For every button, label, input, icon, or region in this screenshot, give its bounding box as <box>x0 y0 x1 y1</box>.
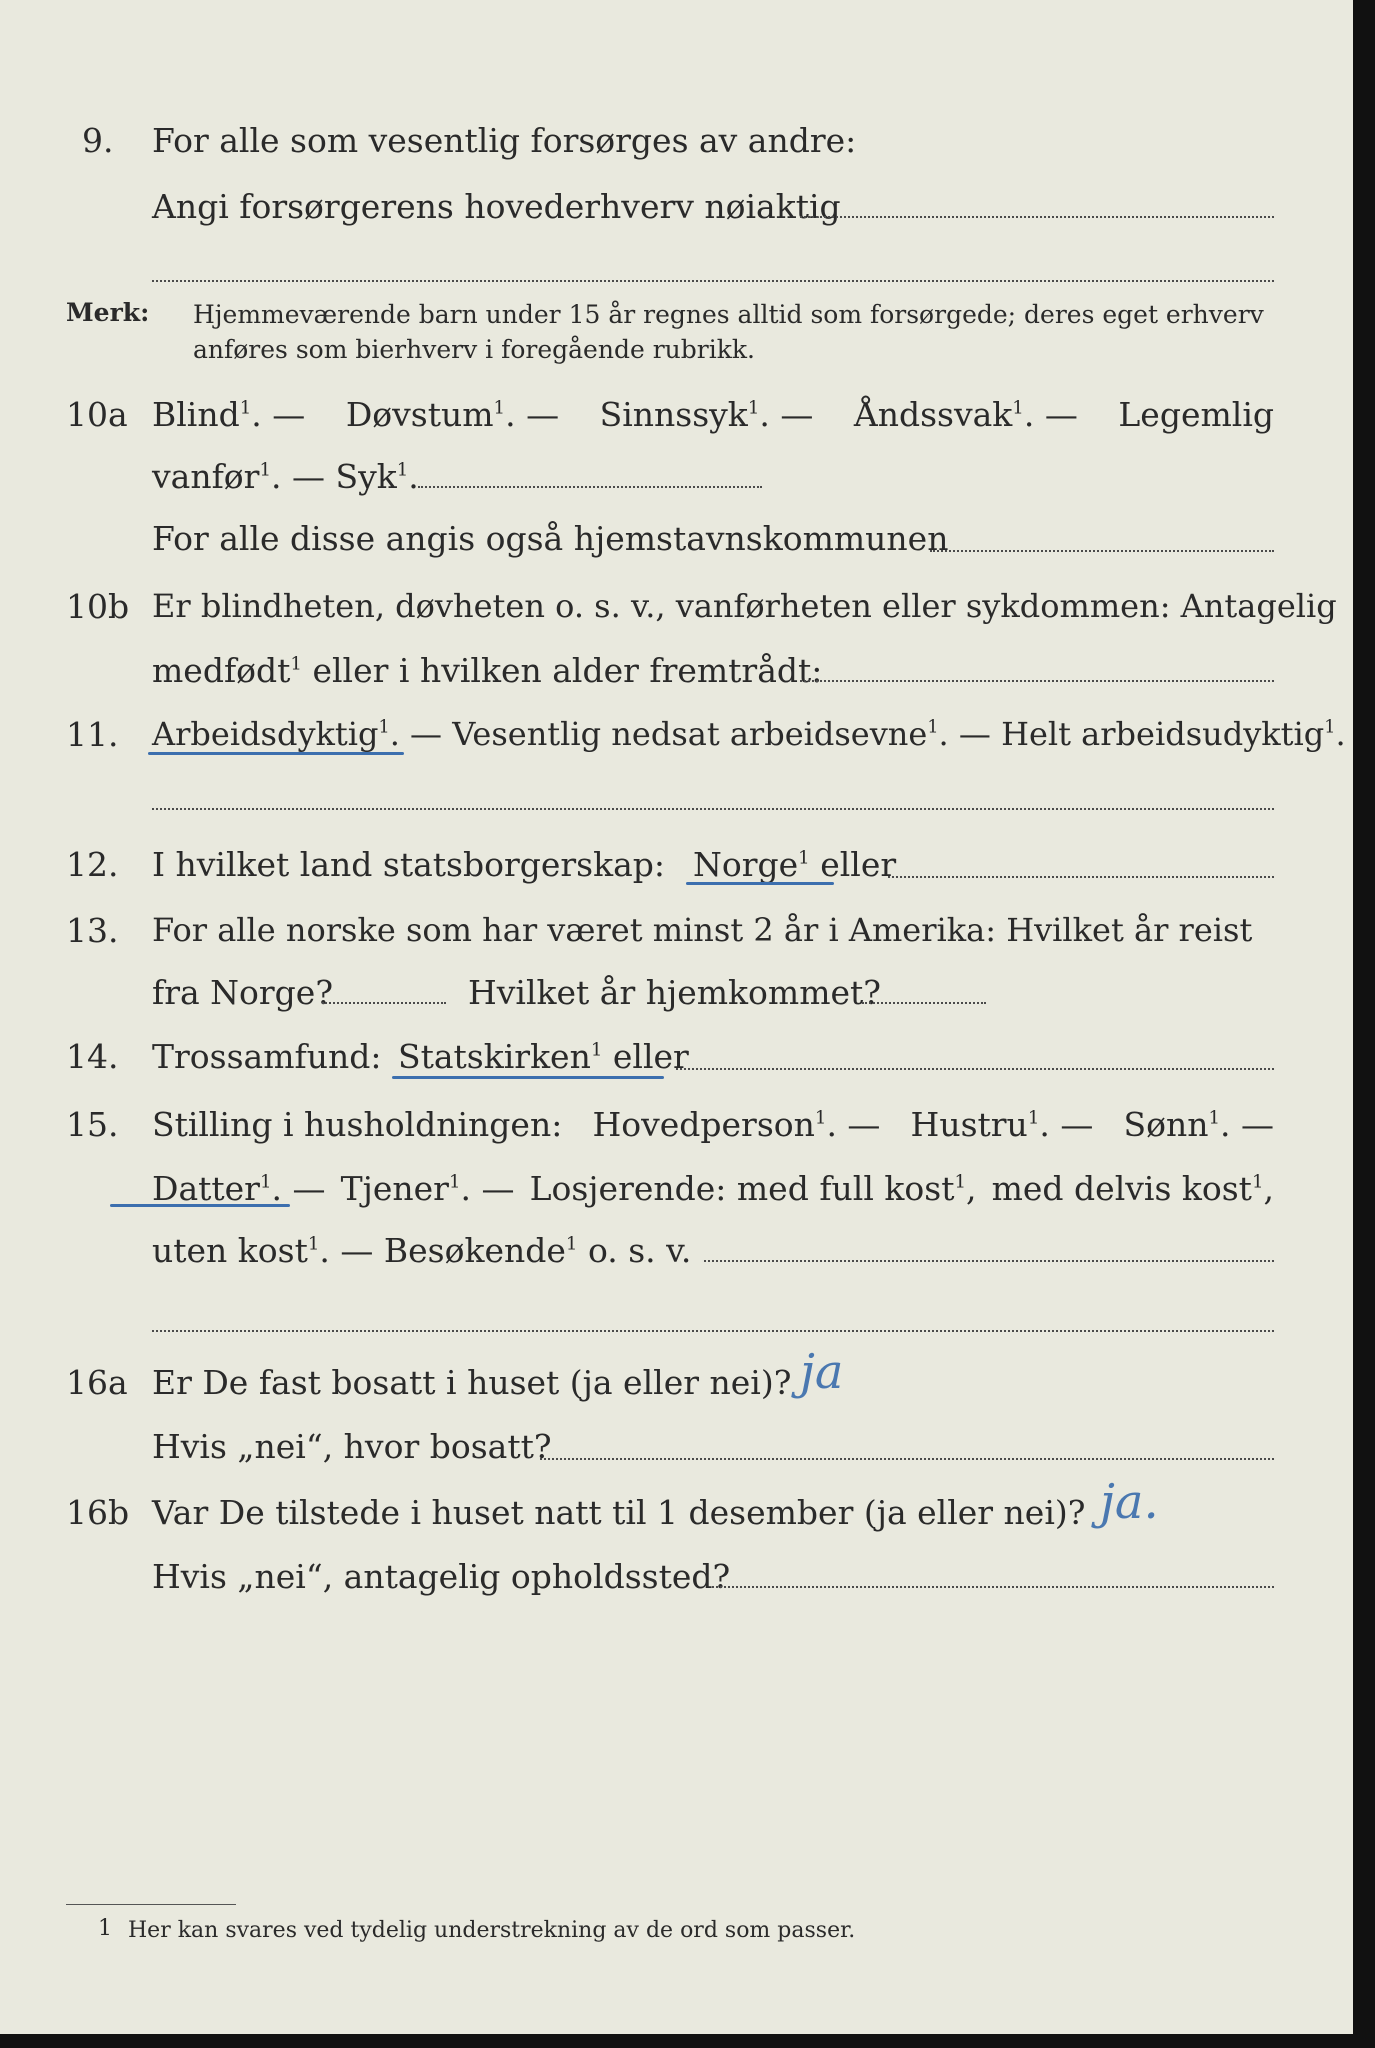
merk-label: Merk: <box>66 298 150 327</box>
q10a-sinnssyk: Sinnssyk$^1$. — <box>599 395 814 434</box>
q14-answer-line[interactable] <box>676 1068 1274 1070</box>
q10a-legemlig: Legemlig <box>1118 395 1274 434</box>
q10b-number: 10b <box>66 587 130 626</box>
q16a-line1: Er De fast bosatt i huset (ja eller nei)? <box>152 1363 792 1402</box>
q16b-answer-line[interactable] <box>712 1586 1274 1588</box>
footnote-text: Her kan svares ved tydelig understrekning av de ord som passer. <box>128 1918 856 1943</box>
scan-edge-bottom <box>0 2034 1375 2048</box>
q13-hjemkommet: Hvilket år hjemkommet? <box>468 973 881 1012</box>
q10a-andssvak: Åndssvak$^1$. — <box>853 395 1078 434</box>
q9-answer-line-2[interactable] <box>152 280 1274 282</box>
q16b-line2: Hvis „nei“, antagelig opholdssted? <box>152 1557 731 1596</box>
q15-line2: Datter$^1$. — Tjener$^1$. — Losjerende: med full kost$^1$, med delvis kost$^1$, <box>152 1169 1274 1208</box>
q12-pen-underline <box>686 882 834 885</box>
q9-line1: For alle som vesentlig forsørges av andre: <box>152 121 857 160</box>
q15-line3: uten kost$^1$. — Besøkende$^1$ o. s. v. <box>152 1231 692 1270</box>
q11-answer-line[interactable] <box>152 808 1274 810</box>
q15-number: 15. <box>66 1105 119 1144</box>
q11-line1: Arbeidsdyktig$^1$. — Vesentlig nedsat arbeidsevne$^1$. — Helt arbeidsudyktig$^1$. <box>152 715 1346 753</box>
q10a-line2 <box>152 457 419 496</box>
q10a-vanfor: vanfør$^1$. — <box>152 457 336 496</box>
footnote-rule <box>66 1904 236 1905</box>
q13-reist-line[interactable] <box>322 1002 446 1004</box>
q9-number: 9. <box>82 121 114 160</box>
q12-number: 12. <box>66 845 119 884</box>
q10a-number: 10a <box>66 395 128 434</box>
q15-datter: Datter$^1$. — <box>152 1169 326 1208</box>
scan-edge-right <box>1353 0 1375 2048</box>
q16a-handwritten-answer: ja <box>800 1344 844 1400</box>
q10b-line1: Er blindheten, døvheten o. s. v., vanførheten eller sykdommen: Antagelig <box>152 587 1337 625</box>
q15-answer-line-2[interactable] <box>152 1330 1274 1332</box>
q10a-blind: Blind$^1$. — <box>152 395 306 434</box>
q10a-answer-line[interactable] <box>418 486 762 488</box>
q10a-kommune-line[interactable] <box>930 550 1274 552</box>
q13-hjemkommet-line[interactable] <box>862 1002 986 1004</box>
q12-answer-line[interactable] <box>888 876 1274 878</box>
q10a-line1 <box>152 395 1274 434</box>
q12-text: I hvilket land statsborgerskap: <box>152 845 666 884</box>
q14-pen-underline <box>392 1076 664 1079</box>
footnote-mark: 1 <box>98 1916 112 1941</box>
q16a-line2: Hvis „nei“, hvor bosatt? <box>152 1427 552 1466</box>
q16b-number: 16b <box>66 1493 130 1532</box>
q13-fra-norge: fra Norge? <box>152 973 334 1012</box>
q15-answer-line[interactable] <box>704 1260 1274 1262</box>
q12-norge: Norge$^1$ eller <box>693 845 897 884</box>
q10a-syk: Syk$^1$. <box>335 457 419 496</box>
q11-pen-underline <box>148 752 404 755</box>
q15-pen-underline <box>110 1204 290 1207</box>
q13-number: 13. <box>66 911 119 950</box>
q16a-number: 16a <box>66 1363 128 1402</box>
q10b-answer-line[interactable] <box>800 680 1274 682</box>
q13-line1: For alle norske som har været minst 2 år i Amerika: Hvilket år reist <box>152 911 1253 949</box>
q9-answer-line[interactable] <box>800 216 1274 218</box>
q14-statskirken: Statskirken$^1$ eller <box>398 1037 689 1076</box>
q9-line2: Angi forsørgerens hovederhverv nøiaktig <box>152 187 841 226</box>
q14-number: 14. <box>66 1037 119 1076</box>
merk-line1: Hjemmeværende barn under 15 år regnes alltid som forsørgede; deres eget erhverv <box>193 300 1264 329</box>
q11-number: 11. <box>66 715 119 754</box>
q10a-line3: For alle disse angis også hjemstavnskommunen <box>152 519 949 558</box>
merk-line2: anføres som bierhverv i foregående rubrikk. <box>193 335 755 364</box>
q14-text: Trossamfund: <box>152 1037 382 1076</box>
q16b-handwritten-answer: ja. <box>1100 1474 1159 1530</box>
q15-line1: Stilling i husholdningen: Hovedperson$^1$. — Hustru$^1$. — Sønn$^1$. — <box>152 1105 1274 1144</box>
q10b-line2: medfødt$^1$ eller i hvilken alder fremtrådt: <box>152 651 823 690</box>
q11-arbeidsdyktig: Arbeidsdyktig$^1$. <box>152 715 400 753</box>
q16a-answer-line[interactable] <box>540 1458 1274 1460</box>
q10a-dovstum: Døvstum$^1$. — <box>345 395 560 434</box>
q16b-line1: Var De tilstede i huset natt til 1 desember (ja eller nei)? <box>152 1493 1086 1532</box>
